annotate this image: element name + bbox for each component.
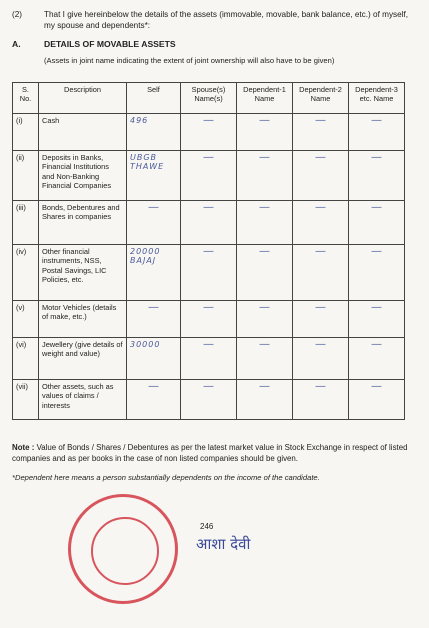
empty-mark: —: [349, 114, 405, 151]
row-sno: (v): [13, 301, 39, 338]
empty-mark: —: [349, 201, 405, 245]
header-dependent-2: Dependent-2 Name: [293, 83, 349, 114]
empty-mark: —: [293, 380, 349, 420]
row-sno: (iii): [13, 201, 39, 245]
empty-mark: —: [237, 380, 293, 420]
empty-mark: —: [237, 301, 293, 338]
empty-mark: —: [237, 338, 293, 380]
row-sno: (i): [13, 114, 39, 151]
empty-mark: —: [181, 301, 237, 338]
table-row: [13, 114, 405, 151]
empty-mark: —: [181, 245, 237, 301]
table-row: [13, 338, 405, 380]
row-sno: (vii): [13, 380, 39, 420]
header-spouse: Spouse(s) Name(s): [181, 83, 237, 114]
empty-mark: —: [349, 151, 405, 201]
empty-mark: —: [237, 245, 293, 301]
deponent-signature: आशा देवी: [196, 535, 251, 553]
row-self-value: —: [127, 201, 181, 245]
empty-mark: —: [293, 151, 349, 201]
page-number: 246: [200, 522, 214, 531]
empty-mark: —: [349, 380, 405, 420]
empty-mark: —: [349, 301, 405, 338]
section-letter: A.: [12, 39, 21, 49]
empty-mark: —: [237, 151, 293, 201]
row-description: Other assets, such as values of claims / interests: [39, 380, 127, 420]
row-self-value: UBGB THAWE: [127, 151, 181, 201]
empty-mark: —: [349, 245, 405, 301]
header-description: Description: [39, 83, 127, 114]
row-self-value: 20000 BAJAJ: [127, 245, 181, 301]
table-row: [13, 301, 405, 338]
intro-text: That I give hereinbelow the details of the assets (immovable, movable, bank balance, etc.) of myself, my spouse and dependents*:: [44, 10, 409, 30]
empty-mark: —: [181, 151, 237, 201]
table-header-row: [13, 83, 405, 114]
valuation-note: [12, 442, 420, 464]
notary-stamp: [68, 494, 178, 604]
empty-mark: —: [349, 338, 405, 380]
empty-mark: —: [237, 201, 293, 245]
row-self-value: —: [127, 380, 181, 420]
note-text: Value of Bonds / Shares / Debentures as per the latest market value in Stock Exchange in respect of listed companies and as per books in the case of non listed companies should be given.: [12, 443, 408, 463]
empty-mark: —: [293, 114, 349, 151]
header-dependent-3: Dependent-3 etc. Name: [349, 83, 405, 114]
row-description: Deposits in Banks, Financial Institutions and Non-Banking Financial Companies: [39, 151, 127, 201]
row-description: Other financial instruments, NSS, Postal Savings, LIC Policies, etc.: [39, 245, 127, 301]
row-sno: (iv): [13, 245, 39, 301]
table-row: [13, 201, 405, 245]
empty-mark: —: [293, 338, 349, 380]
notary-stamp-inner-ring: [91, 517, 159, 585]
empty-mark: —: [181, 201, 237, 245]
note-label: Note :: [12, 443, 35, 452]
empty-mark: —: [293, 201, 349, 245]
header-dependent-1: Dependent-1 Name: [237, 83, 293, 114]
section-subtitle: (Assets in joint name indicating the extent of joint ownership will also have to be given): [44, 56, 335, 65]
table-row: [13, 245, 405, 301]
table-row: [13, 151, 405, 201]
row-description: Motor Vehicles (details of make, etc.): [39, 301, 127, 338]
dependent-footnote: *Dependent here means a person substantially dependents on the income of the candidate.: [12, 473, 320, 482]
row-description: Jewellery (give details of weight and value): [39, 338, 127, 380]
header-self: Self: [127, 83, 181, 114]
header-sno: S. No.: [13, 83, 39, 114]
row-description: Cash: [39, 114, 127, 151]
movable-assets-table: [12, 82, 405, 420]
empty-mark: —: [181, 338, 237, 380]
row-self-value: —: [127, 301, 181, 338]
table-row: [13, 380, 405, 420]
empty-mark: —: [293, 245, 349, 301]
row-description: Bonds, Debentures and Shares in companies: [39, 201, 127, 245]
row-self-value: 30000: [127, 338, 181, 380]
empty-mark: —: [293, 301, 349, 338]
row-self-value: 496: [127, 114, 181, 151]
row-sno: (ii): [13, 151, 39, 201]
row-sno: (vi): [13, 338, 39, 380]
empty-mark: —: [237, 114, 293, 151]
intro-number: (2): [12, 10, 23, 19]
section-title: DETAILS OF MOVABLE ASSETS: [44, 39, 176, 49]
empty-mark: —: [181, 114, 237, 151]
empty-mark: —: [181, 380, 237, 420]
